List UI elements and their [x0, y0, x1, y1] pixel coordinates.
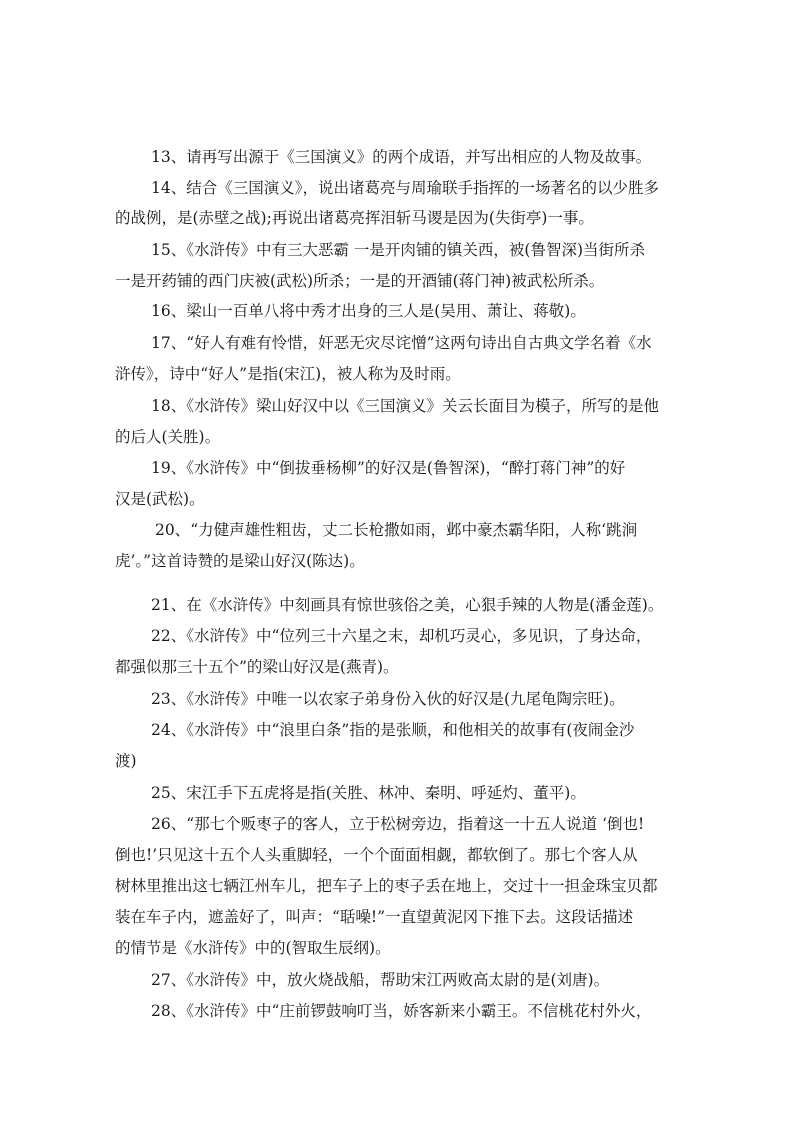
- text-line: 18、《水浒传》梁山好汉中以《三国演义》关云长面目为模子，所写的是他: [151, 397, 659, 415]
- text-line: 树林里推出这七辆江州车儿，把车子上的枣子丢在地上，交过十一担金珠宝贝都: [115, 877, 658, 895]
- text-line: 19、《水浒传》中“倒拔垂杨柳”的好汉是(鲁智深)，“醉打蒋门神”的好: [151, 459, 626, 477]
- text-line: 都强似那三十五个”的梁山好汉是(燕青)。: [115, 658, 399, 676]
- text-line: 20、“力健声雄性粗齿，丈二长枪撒如雨，邺中豪杰霸华阳，人称‘跳涧: [155, 521, 638, 539]
- text-line: 15、《水浒传》中有三大恶霸 一是开肉铺的镇关西，被(鲁智深)当街所杀: [151, 241, 645, 259]
- text-line: 的战例，是(赤壁之战);再说出诸葛亮挥泪斩马谡是因为(失街亭)一事。: [115, 209, 594, 227]
- text-line: 27、《水浒传》中，放火烧战船，帮助宋江两败高太尉的是(刘唐)。: [151, 971, 610, 989]
- text-line: 汉是(武松)。: [115, 490, 205, 508]
- text-line: 25、宋江手下五虎将是指(关胜、林冲、秦明、呼延灼、董平)。: [151, 784, 586, 802]
- text-line: 26、“那七个贩枣子的客人，立于松树旁边，指着这一十五人说道 ‘倒也!: [151, 815, 645, 833]
- text-line: 16、梁山一百单八将中秀才出身的三人是(吴用、萧让、蒋敬)。: [151, 302, 586, 320]
- text-line: 一是开药铺的西门庆被(武松)所杀；一是的开酒铺(蒋门神)被武松所杀。: [115, 272, 605, 290]
- text-line: 17、“好人有难有怜惜，奸恶无灾尽诧憎”这两句诗出自古典文学名着《水: [151, 334, 652, 352]
- text-line: 22、《水浒传》中“位列三十六星之末，却机巧灵心，多见识，了身达命，: [151, 627, 652, 645]
- text-line: 浒传》，诗中“好人”是指(宋江)，被人称为及时雨。: [115, 365, 461, 383]
- text-line: 21、在《水浒传》中刻画具有惊世骇俗之美，心狠手辣的人物是(潘金莲)。: [151, 596, 664, 614]
- text-line: 的情节是《水浒传》中的(智取生辰纲)。: [115, 939, 391, 957]
- text-line: 24、《水浒传》中“浪里白条”指的是张顺，和他相关的故事有(夜闹金沙: [151, 721, 635, 739]
- text-line: 虎’。”这首诗赞的是梁山好汉(陈达)。: [115, 552, 365, 570]
- text-line: 渡): [115, 752, 137, 770]
- text-line: 28、《水浒传》中“庄前锣鼓响叮当，娇客新来小霸王。不信桃花村外火，: [151, 1002, 652, 1020]
- text-line: 装在车子内，遮盖好了，叫声：“聒噪!”一直望黄泥冈下推下去。这段话描述: [115, 908, 634, 926]
- text-line: 23、《水浒传》中唯一以农家子弟身份入伙的好汉是(九尾龟陶宗旺)。: [151, 690, 625, 708]
- text-line: 14、结合《三国演义》，说出诸葛亮与周瑜联手指挥的一场著名的以少胜多: [151, 179, 659, 197]
- text-line: 13、请再写出源于《三国演义》的两个成语，并写出相应的人物及故事。: [151, 148, 652, 166]
- text-line: 的后人(关胜)。: [115, 428, 221, 446]
- text-line: 倒也!’只见这十五个人头重脚轻，一个个面面相觑，都软倒了。那七个客人从: [115, 846, 638, 864]
